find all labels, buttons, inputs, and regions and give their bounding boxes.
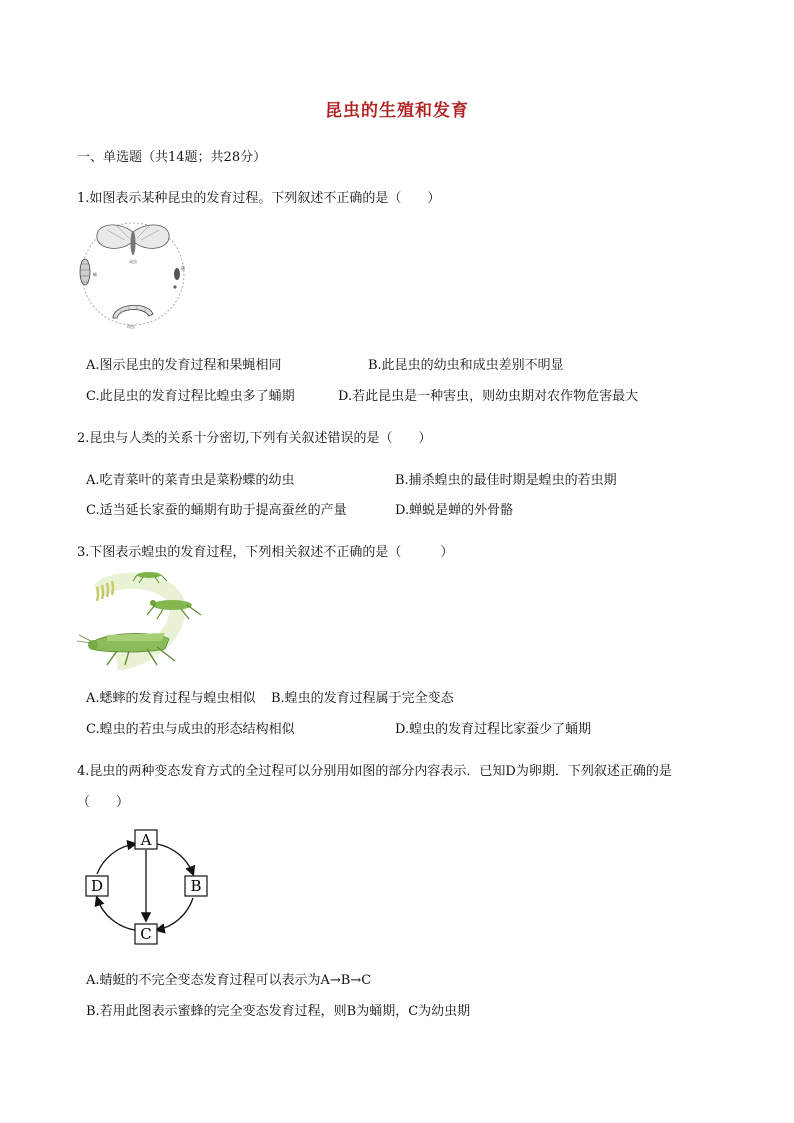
q1-option-b: B.此昆虫的幼虫和成虫差别不明显 <box>368 358 564 373</box>
adult-moth-icon <box>97 225 169 255</box>
label-larva: 幼虫 <box>127 324 135 329</box>
q3-option-a: A.蟋蟀的发育过程与蝗虫相似 <box>86 691 256 706</box>
egg-icon <box>173 268 180 289</box>
node-d-label: D <box>90 877 104 895</box>
q3-option-c: C.蝗虫的若虫与成虫的形态结构相似 <box>86 722 295 737</box>
node-a-label: A <box>140 831 152 849</box>
section-heading: 一、单选题（共14题；共28分） <box>77 150 267 165</box>
question-4-stem: 4.昆虫的两种变态发育方式的全过程可以分别用如图的部分内容表示．已知D为卵期．下列叙述正确的是 <box>77 764 672 779</box>
q4-option-a: A.蜻蜓的不完全变态发育过程可以表示为A→B→C <box>86 973 372 988</box>
pupa-icon <box>80 259 90 285</box>
adult-locust-icon <box>77 633 175 665</box>
locust-development-figure <box>77 565 207 670</box>
q1-option-c: C.此昆虫的发育过程比蝗虫多了蛹期 <box>86 389 295 404</box>
label-egg: 卵 <box>181 266 185 271</box>
label-pupa: 蛹 <box>93 272 97 277</box>
q2-option-a: A.吃青菜叶的菜青虫是菜粉蝶的幼虫 <box>86 473 295 488</box>
q1-option-d: D.若此昆虫是一种害虫，则幼虫期对农作物危害最大 <box>338 389 639 404</box>
node-c-label: C <box>140 925 152 943</box>
arrow-a-to-b <box>157 844 193 874</box>
question-3-stem: 3.下图表示蝗虫的发育过程，下列相关叙述不正确的是（ ） <box>77 545 454 560</box>
arrow-b-to-c <box>157 898 193 930</box>
label-adult: 成虫 <box>129 259 137 264</box>
question-1-stem: 1.如图表示某种昆虫的发育过程。下列叙述不正确的是（ ） <box>77 191 441 206</box>
q2-option-d: D.蝉蜕是蝉的外骨骼 <box>395 503 514 518</box>
arrow-d-to-a <box>97 844 135 874</box>
q1-option-a: A.图示昆虫的发育过程和果蝇相同 <box>86 358 282 373</box>
page-title: 昆虫的生殖和发育 <box>325 101 469 121</box>
question-4-stem-bracket: （ ） <box>77 795 130 810</box>
q2-option-c: C.适当延长家蚕的蛹期有助于提高蚕丝的产量 <box>86 503 347 518</box>
larva-icon <box>113 305 153 318</box>
q2-option-b: B.捕杀蝗虫的最佳时期是蝗虫的若虫期 <box>395 473 617 488</box>
q4-option-b: B.若用此图表示蜜蜂的完全变态发育过程，则B为蛹期，C为幼虫期 <box>86 1004 471 1019</box>
question-2-stem: 2.昆虫与人类的关系十分密切,下列有关叙述错误的是（ ） <box>77 431 432 446</box>
q3-option-d: D.蝗虫的发育过程比家蚕少了蛹期 <box>395 722 592 737</box>
q3-option-b: B.蝗虫的发育过程属于完全变态 <box>271 691 454 706</box>
node-b-label: B <box>190 877 202 895</box>
moth-lifecycle-figure <box>77 218 189 330</box>
arrow-c-to-d <box>97 898 135 930</box>
development-cycle-diagram <box>85 826 211 948</box>
